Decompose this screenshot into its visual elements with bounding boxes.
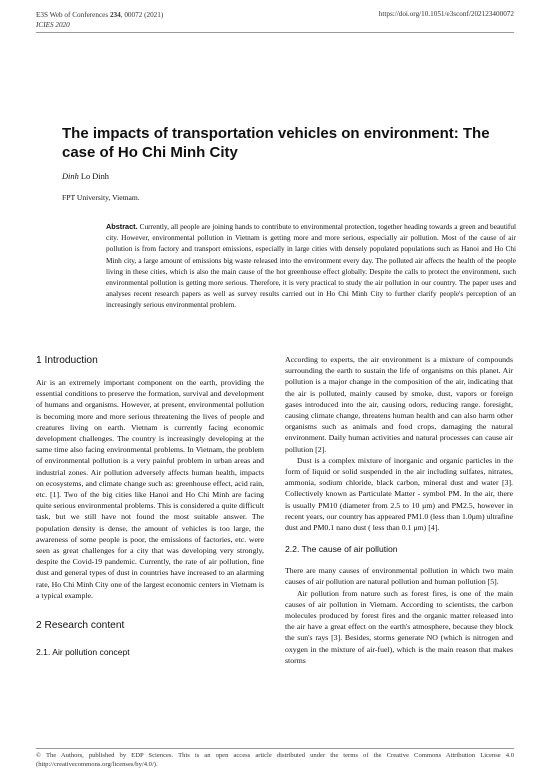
abstract-text: Currently, all people are joining hands to contribute to environmental protection, together heading towards a green and beautiful city. However, environmental pollution in Vietnam is getting more and more serious, especially air pollution. Most of the cause of air pollution is from factory and transport emissions, especially in large cities with densely populated populations such as Hanoi and Ho Chi Minh city, a large amount of emissions big waste released into the environment every day. The polluted air affects the health of the people living in these cities, which is also the main cause of the hot greenhouse effect globally. Despite the calls to protect the environment, such environmental pollution is getting more serious. Therefore, it is very practical to study the air pollution in our country. The paper uses and analyses recent research papers as well as survey results carried out in Ho Chi Minh City to further clarify people's perception of an increasingly serious environmental problem. xyxy=(106,222,516,310)
paper-title: The impacts of transportation vehicles on environment: The case of Ho Chi Minh City xyxy=(62,125,490,161)
footer-divider xyxy=(36,748,514,749)
abstract-label: Abstract. xyxy=(106,222,138,231)
license-footer: © The Authors, published by EDP Sciences. This is an open access article distributed under the terms of the Creative Commons Attribution License 4.0 (http://creativecommons.org/licenses/by/4.0/). xyxy=(36,752,514,768)
conference-venue: ICIES 2020 xyxy=(36,21,70,29)
natural-pollution-paragraph: Air pollution from nature such as forest fires, is one of the main causes of air pollution in Vietnam. According to scientists, the carbon molecules produced by forest fires and the organic matter released into the air have a great effect on the earth's atmosphere, because they block the sun's rays [3]. Besides, storms generate NO (which is nitrogen and oxygen in the mixture of air-fuel), which is the main reason that makes storms xyxy=(285,588,513,665)
author-name xyxy=(62,172,109,181)
subsection-2-1-heading: 2.1. Air pollution concept xyxy=(36,647,130,658)
doi-link[interactable]: https://doi.org/10.1051/e3sconf/202123400072 xyxy=(378,10,514,18)
air-environment-paragraph: According to experts, the air environment is a mixture of compounds surrounding the earth to sustain the life of organisms on this planet. Air pollution is a major change in the composition of the air, indicating that the air is polluted, mainly caused by smoke, dust, vapors or foreign gases introduced into the air, causing odors, reducing range. foresight, causing climate change, threatens human health and can also harm other organisms such as animals and food crops, damaging the natural environment. Daily human activities and natural processes can cause air pollution [2]. xyxy=(285,355,513,454)
journal-volume: 234 xyxy=(109,11,121,19)
header-divider xyxy=(36,32,514,33)
intro-paragraph: Air is an extremely important component on the earth, providing the essential conditions to preserve the formation, survival and development of humans and organisms. However, at present, environmental pollution is becoming more and more serious threatening the lives of people and creatures living on earth. Vietnam is currently facing economic development challenges. The country is increasingly developing at the same time also facing environmental problems. In Vietnam, the problem of environmental pollution is a very painful problem in urban areas and industrial zones. Air pollution adversely affects human health, impacts on ecosystems, and climate change such as: greenhouse effect, acid rain, etc. [1]. Two of the big cities like Hanoi and Ho Chi Minh are facing quite serious environmental problems. This is considered a quite difficult task, but we still have not found the most suitable answer. The population density is dense, the amount of vehicles is too large, the awareness of some people is poor, the emissions of factories, etc. were seen as great challenges for a city that was developing very strongly, despite the Covid-19 pandemic. Currently, the rate of air pollution, fine dust and general types of dust in countries have increased to an alarming rate, Ho Chi Minh City one of the largest economic centers in Vietnam is a typical example. xyxy=(36,378,264,600)
section-1-heading: 1 Introduction xyxy=(36,355,98,366)
dust-paragraph: Dust is a complex mixture of inorganic and organic particles in the form of liquid or solid suspended in the air including sulfates, nitrates, ammonia, sodium chloride, black carbon, mineral dust and water [3]. Collectively known as Particulate Matter - symbol PM. In the air, there is usually PM10 (diameter from 2.5 to 10 μm) and PM2.5, however in recent years, our country has appeared PM1.0 (less than 1.0μm) ultrafine dust and PM0.1 nano dust ( less than 0.1 μm) [4]. xyxy=(285,455,513,533)
subsection-2-2-heading: 2.2. The cause of air pollution xyxy=(285,544,398,555)
journal-citation xyxy=(36,10,163,20)
article-number: , 00072 (2021) xyxy=(120,11,164,19)
abstract-block xyxy=(106,221,516,311)
author-affiliation: FPT University, Vietnam. xyxy=(62,193,140,202)
right-column xyxy=(285,354,513,666)
section-2-heading: 2 Research content xyxy=(36,620,125,632)
running-header-left xyxy=(36,10,163,30)
author-given-name: Dinh xyxy=(62,172,79,181)
author-family-name: Lo Dinh xyxy=(78,172,109,181)
journal-name: E3S Web of Conferences xyxy=(36,11,110,19)
left-column xyxy=(36,354,264,658)
causes-paragraph: There are many causes of environmental pollution in which two main causes of air pollution are natural pollution and human pollution [5]. xyxy=(285,566,513,587)
